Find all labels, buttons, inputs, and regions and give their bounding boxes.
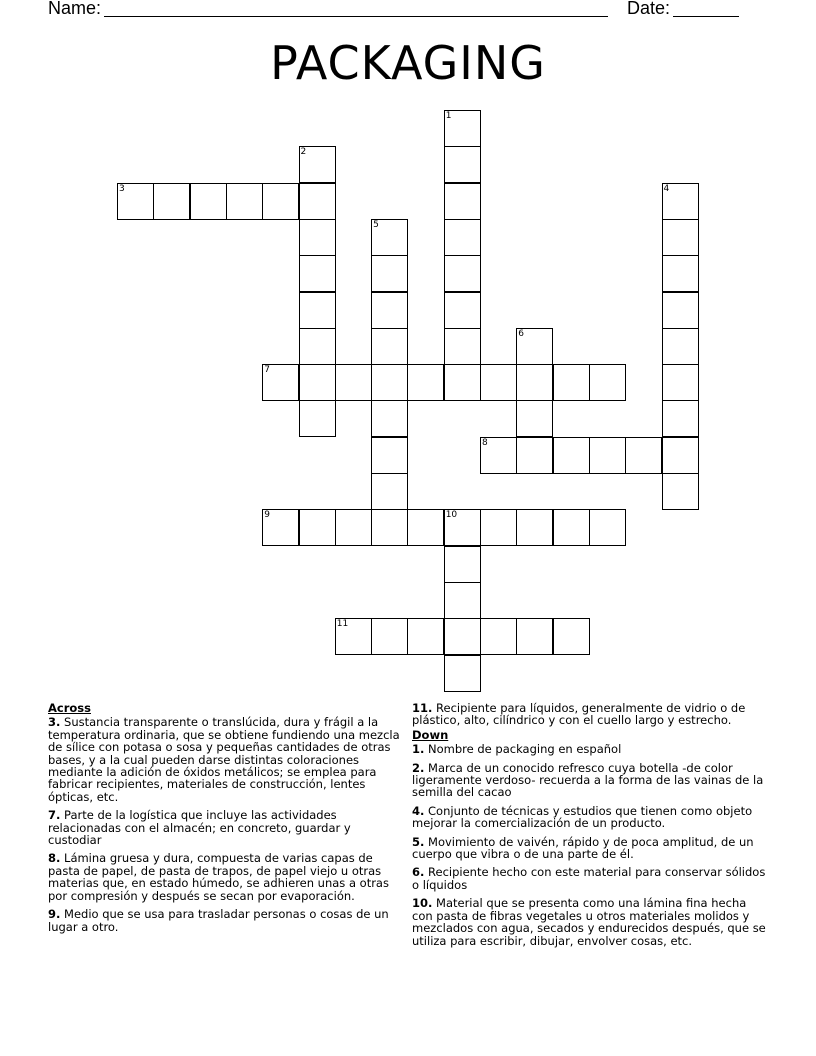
clue-text: Marca de un conocido refresco cuya botella -de color ligeramente verdoso- recuerda a la forma de las vainas de la semilla del cacao	[412, 760, 764, 800]
grid-cell[interactable]	[444, 292, 481, 329]
grid-cell[interactable]	[553, 509, 590, 546]
grid-cell[interactable]	[299, 146, 336, 183]
grid-cell[interactable]	[662, 255, 699, 292]
clue-number: 5.	[412, 834, 425, 849]
across-clue	[48, 809, 404, 846]
date-label: Date:	[627, 0, 671, 18]
grid-cell[interactable]	[516, 509, 553, 546]
grid-cell[interactable]	[226, 183, 263, 220]
grid-cell[interactable]	[444, 219, 481, 256]
grid-cell[interactable]	[444, 328, 481, 365]
down-clue	[412, 897, 770, 947]
grid-cell[interactable]	[516, 618, 553, 655]
across-clue-list-continued	[412, 702, 770, 727]
grid-cell[interactable]	[153, 183, 190, 220]
grid-cell[interactable]	[407, 364, 444, 401]
grid-cell[interactable]	[371, 618, 408, 655]
clue-number-label: 1	[445, 111, 452, 121]
grid-cell[interactable]	[117, 183, 154, 220]
grid-cell[interactable]	[553, 618, 590, 655]
grid-cell[interactable]	[190, 183, 227, 220]
grid-cell[interactable]	[625, 437, 662, 474]
puzzle-title: PACKAGING	[270, 36, 546, 90]
grid-cell[interactable]	[662, 219, 699, 256]
grid-cell[interactable]	[371, 473, 408, 510]
clue-text: Recipiente para líquidos, generalmente de vidrio o de plástico, alto, cilíndrico y con el cuello largo y estrecho.	[412, 701, 746, 728]
grid-cell[interactable]	[480, 437, 517, 474]
clue-number-label: 6	[518, 328, 525, 339]
across-clue	[48, 908, 404, 933]
clue-text: Medio que se usa para trasladar personas o cosas de un lugar a otro.	[48, 907, 389, 934]
clue-number-label: 8	[482, 437, 488, 448]
clue-number-label: 9	[264, 510, 270, 521]
grid-cell[interactable]	[299, 400, 336, 437]
grid-cell[interactable]	[480, 618, 517, 655]
across-heading: Across	[48, 701, 91, 715]
grid-cell[interactable]	[480, 509, 517, 546]
grid-cell[interactable]	[299, 509, 336, 546]
grid-cell[interactable]	[262, 509, 299, 546]
across-clue	[48, 852, 404, 902]
clue-text: Conjunto de técnicas y estudios que tienen como objeto mejorar la comercialización de un producto.	[412, 803, 753, 831]
grid-cell[interactable]	[553, 437, 590, 474]
name-label: Name:	[48, 0, 102, 18]
grid-cell[interactable]	[335, 364, 372, 401]
clue-text: Nombre de packaging en español	[424, 742, 622, 757]
grid-cell[interactable]	[371, 255, 408, 292]
grid-cell[interactable]	[299, 219, 336, 256]
grid-cell[interactable]	[299, 183, 336, 220]
grid-cell[interactable]	[589, 437, 626, 474]
clue-number: 7.	[48, 808, 61, 823]
clue-number: 2.	[412, 760, 425, 775]
grid-cell[interactable]	[371, 328, 408, 365]
grid-cell[interactable]	[299, 364, 336, 401]
grid-cell[interactable]	[299, 255, 336, 292]
grid-cell[interactable]	[299, 292, 336, 329]
clue-number: 8.	[48, 851, 61, 866]
clue-number-label: 7	[264, 365, 270, 376]
grid-cell[interactable]	[444, 183, 481, 220]
grid-cell[interactable]	[371, 364, 408, 401]
grid-cell[interactable]	[516, 437, 553, 474]
clue-number-label: 10	[445, 510, 458, 521]
grid-cell[interactable]	[662, 364, 699, 401]
grid-cell[interactable]	[444, 509, 481, 546]
down-clue-list	[412, 743, 770, 947]
clue-number: 3.	[48, 715, 61, 730]
across-clue-list	[48, 716, 404, 933]
grid-cell[interactable]	[589, 364, 626, 401]
grid-cell[interactable]	[444, 618, 481, 655]
grid-cell[interactable]	[371, 400, 408, 437]
grid-cell[interactable]	[662, 292, 699, 329]
grid-cell[interactable]	[444, 582, 481, 619]
down-clue	[412, 805, 770, 830]
grid-cell[interactable]	[516, 328, 553, 365]
clue-text: Sustancia transparente o translúcida, dura y frágil a la temperatura ordinaria, que se obtiene fundiendo una mezcla de sílice con potasa o sosa y pequeñas cantidades de otras bases, y a la cual pueden darse distintas coloraciones mediante la adición de óxidos metálicos; se emplea para fabricar recipientes, materiales de construcción, lentes ópticas, etc.	[48, 715, 400, 804]
down-clue	[412, 836, 770, 861]
clues-right-column	[412, 702, 770, 953]
clue-number-label: 5	[373, 219, 379, 230]
down-heading: Down	[412, 727, 449, 742]
grid-cell[interactable]	[444, 110, 481, 147]
clue-number-label: 3	[119, 183, 125, 194]
grid-cell[interactable]	[335, 509, 372, 546]
grid-cell[interactable]	[444, 655, 481, 692]
clue-text: Parte de la logística que incluye las actividades relacionadas con el almacén; en concreto, guardar y custodiar	[48, 808, 351, 848]
clue-number-label: 11	[336, 619, 349, 630]
across-clue	[412, 702, 770, 727]
grid-cell[interactable]	[480, 364, 517, 401]
down-clue	[412, 866, 770, 891]
grid-cell[interactable]	[371, 292, 408, 329]
clue-text: Material que se presenta como una lámina fina hecha con pasta de fibras vegetales u otros materiales molidos y mezclados con agua, secados y endurecidos después, que se utiliza para escribir, dibujar, envolver cosas, etc.	[412, 896, 766, 948]
across-clue	[48, 716, 404, 803]
grid-cell[interactable]	[444, 364, 481, 401]
grid-cell[interactable]	[516, 364, 553, 401]
grid-cell[interactable]	[299, 328, 336, 365]
grid-cell[interactable]	[371, 219, 408, 256]
grid-cell[interactable]	[589, 509, 626, 546]
clue-number: 1.	[412, 742, 425, 757]
grid-cell[interactable]	[444, 255, 481, 292]
grid-cell[interactable]	[444, 146, 481, 183]
clue-number: 9.	[48, 907, 61, 922]
grid-cell[interactable]	[262, 364, 299, 401]
grid-cell[interactable]	[371, 437, 408, 474]
clue-number: 11.	[412, 701, 433, 715]
clue-number-label: 2	[300, 147, 307, 158]
clue-text: Lámina gruesa y dura, compuesta de varias capas de pasta de papel, de pasta de trapos, de papel viejo u otras materias que, en estado húmedo, se adhieren unas a otras por compresión y después se secan por evaporación.	[48, 851, 389, 903]
clues-left-column	[48, 702, 404, 939]
clue-number: 6.	[412, 865, 425, 880]
grid-cell[interactable]	[662, 328, 699, 365]
grid-cell[interactable]	[262, 183, 299, 220]
grid-cell[interactable]	[553, 364, 590, 401]
grid-cell[interactable]	[662, 473, 699, 510]
grid-cell[interactable]	[662, 437, 699, 474]
clue-text: Recipiente hecho con este material para conservar sólidos o líquidos	[412, 865, 766, 892]
grid-cell[interactable]	[662, 400, 699, 437]
clue-text: Movimiento de vaivén, rápido y de poca amplitud, de un cuerpo que vibra o de una parte de él.	[412, 834, 754, 862]
down-clue	[412, 762, 770, 799]
grid-cell[interactable]	[407, 618, 444, 655]
grid-cell[interactable]	[371, 509, 408, 546]
clue-number: 4.	[412, 803, 425, 818]
grid-cell[interactable]	[444, 546, 481, 583]
grid-cell[interactable]	[335, 618, 372, 655]
grid-cell[interactable]	[407, 509, 444, 546]
down-clue	[412, 743, 770, 755]
grid-cell[interactable]	[516, 400, 553, 437]
clue-number: 10.	[412, 896, 433, 911]
grid-cell[interactable]	[662, 183, 699, 220]
clue-number-label: 4	[663, 183, 670, 194]
